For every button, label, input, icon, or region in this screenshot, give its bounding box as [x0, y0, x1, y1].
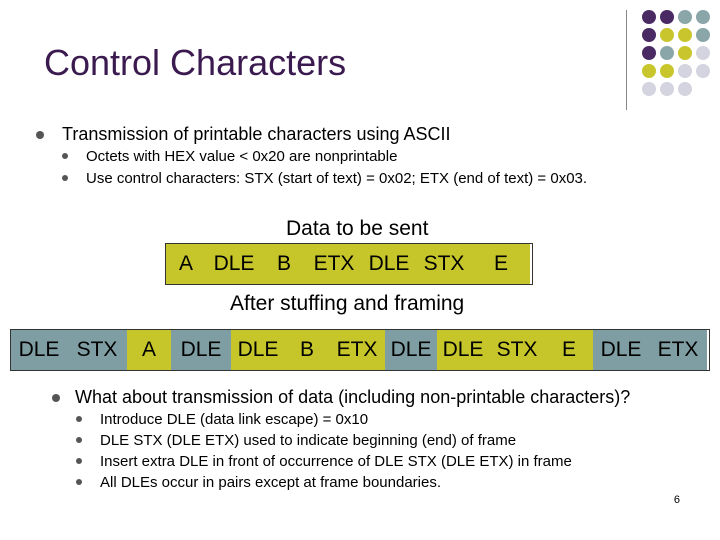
bullet-text: Transmission of printable characters using ASCII [62, 124, 451, 144]
data-cell: DLE [362, 244, 416, 284]
decorative-dot [660, 10, 674, 24]
stuffed-cell: DLE [171, 330, 231, 370]
decorative-dot [696, 64, 710, 78]
data-cell: E [472, 244, 530, 284]
data-cell: STX [416, 244, 472, 284]
stuffed-cell: E [545, 330, 593, 370]
sub-bullet-text: Use control characters: STX (start of text) = 0x02; ETX (end of text) = 0x03. [86, 170, 588, 187]
data-cell: B [262, 244, 306, 284]
stuffed-cell: STX [67, 330, 127, 370]
sub-bullet-text: Introduce DLE (data link escape) = 0x10 [100, 411, 369, 428]
sub-bullet-icon [76, 479, 82, 485]
decorative-dot [660, 64, 674, 78]
decorative-dot [642, 82, 656, 96]
sub-bullet-icon [76, 458, 82, 464]
sub-bullet-text: All DLEs occur in pairs except at frame boundaries. [100, 474, 441, 491]
stuffed-cell: DLE [11, 330, 67, 370]
decorative-dot [642, 64, 656, 78]
stuffed-frame-row [10, 329, 710, 371]
data-caption: Data to be sent [286, 217, 429, 240]
sub-bullet-icon [76, 416, 82, 422]
stuffed-cell: ETX [649, 330, 707, 370]
data-cell: DLE [206, 244, 262, 284]
data-cell: A [166, 244, 206, 284]
bullet-text: What about transmission of data (including non-printable characters)? [75, 387, 631, 407]
decorative-dot [696, 28, 710, 42]
decorative-dot [696, 10, 710, 24]
decorative-dot [678, 28, 692, 42]
sub-bullet-text: Insert extra DLE in front of occurrence of DLE STX (DLE ETX) in frame [100, 453, 572, 470]
stuffed-cell: STX [489, 330, 545, 370]
decorative-dot-grid [638, 10, 718, 100]
stuffed-cell: DLE [593, 330, 649, 370]
slide-title: Control Characters [44, 42, 347, 83]
data-cell: ETX [306, 244, 362, 284]
decorative-dot [642, 10, 656, 24]
stuffed-cell: DLE [385, 330, 437, 370]
decorative-divider-line [626, 10, 627, 110]
decorative-dot [660, 46, 674, 60]
decorative-dot [696, 46, 710, 60]
sub-bullet-icon [62, 175, 68, 181]
stuffed-cell: DLE [231, 330, 285, 370]
bullet-icon [36, 131, 44, 139]
decorative-dot [678, 10, 692, 24]
data-frame-row [165, 243, 533, 285]
sub-bullet-icon [76, 437, 82, 443]
decorative-dot [642, 28, 656, 42]
stuffed-cell: ETX [329, 330, 385, 370]
decorative-dot [678, 82, 692, 96]
decorative-dot [678, 46, 692, 60]
decorative-dot [660, 28, 674, 42]
decorative-dot [660, 82, 674, 96]
page-number: 6 [673, 494, 680, 506]
sub-bullet-text: DLE STX (DLE ETX) used to indicate beginning (end) of frame [100, 432, 517, 449]
sub-bullet-text: Octets with HEX value < 0x20 are nonprintable [86, 148, 398, 165]
stuffed-cell: A [127, 330, 171, 370]
stuffed-caption: After stuffing and framing [230, 292, 465, 315]
decorative-dot [642, 46, 656, 60]
stuffed-cell: DLE [437, 330, 489, 370]
decorative-dot [678, 64, 692, 78]
sub-bullet-icon [62, 153, 68, 159]
stuffed-cell: B [285, 330, 329, 370]
bullet-icon [52, 394, 60, 402]
